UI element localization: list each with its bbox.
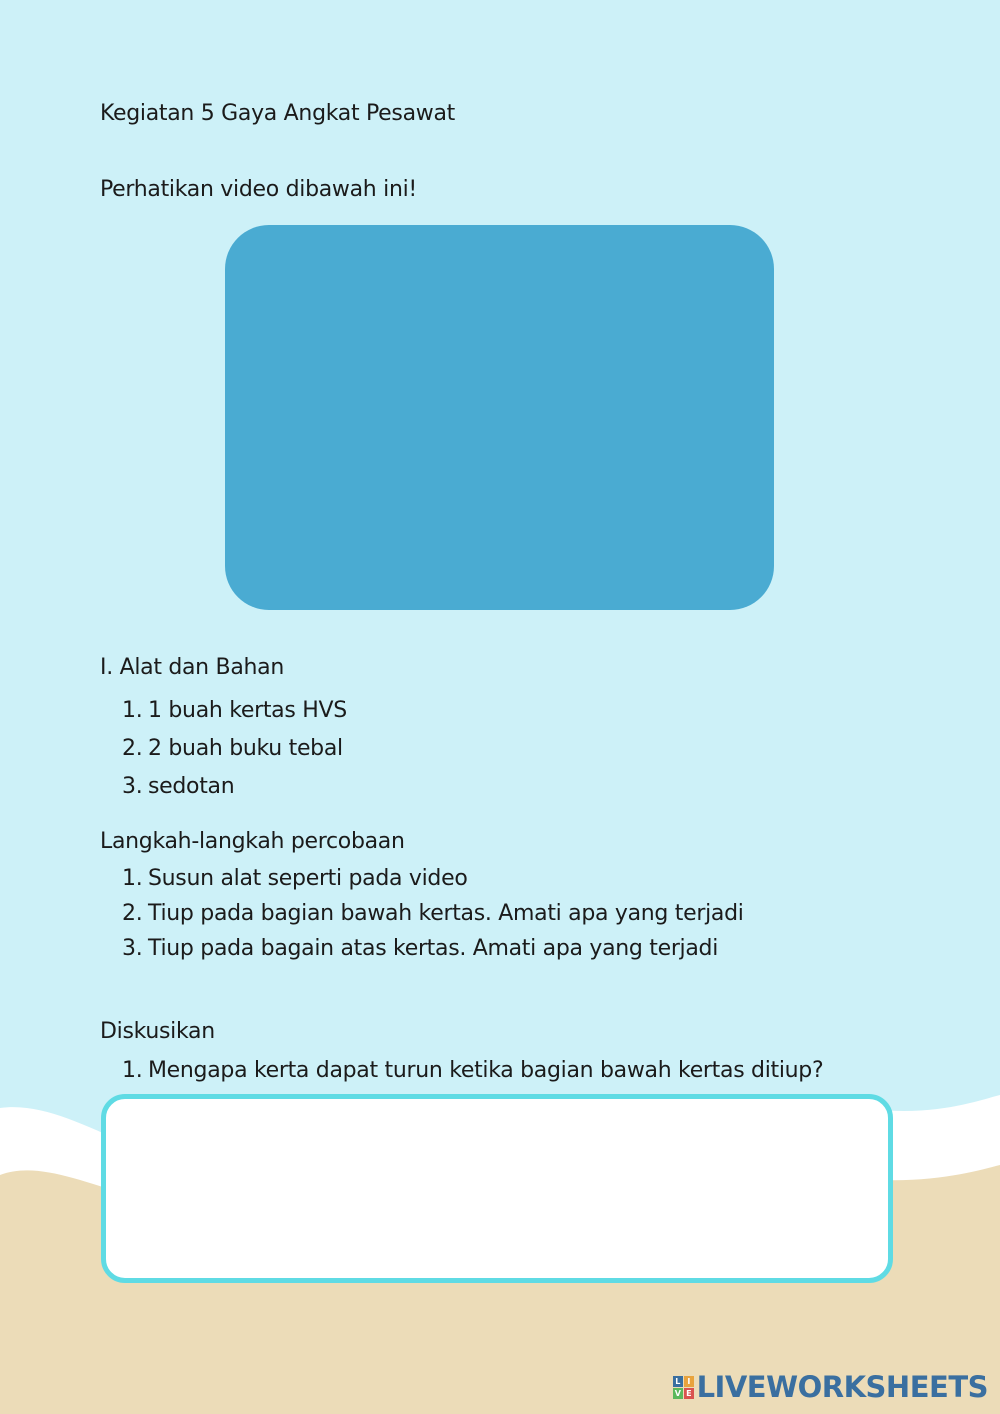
discussion-list xyxy=(100,1053,823,1089)
list-item xyxy=(100,896,744,931)
materials-heading: I. Alat dan Bahan xyxy=(100,655,284,680)
video-placeholder[interactable] xyxy=(225,225,774,610)
list-text: sedotan xyxy=(148,774,235,799)
list-number: 1. xyxy=(122,698,143,723)
answer-textbox[interactable] xyxy=(101,1094,893,1283)
steps-list xyxy=(100,861,744,966)
list-item xyxy=(100,861,744,896)
materials-list xyxy=(100,692,347,806)
list-text: Mengapa kerta dapat turun ketika bagian bawah kertas ditiup? xyxy=(148,1058,824,1083)
liveworksheets-logo xyxy=(673,1370,988,1404)
list-number: 3. xyxy=(122,936,143,961)
list-text: 1 buah kertas HVS xyxy=(148,698,347,723)
list-text: Susun alat seperti pada video xyxy=(148,866,468,891)
list-item xyxy=(100,768,347,806)
steps-heading: Langkah-langkah percobaan xyxy=(100,829,405,854)
list-item xyxy=(100,730,347,768)
list-text: Tiup pada bagian bawah kertas. Amati apa yang terjadi xyxy=(148,901,744,926)
list-text: 2 buah buku tebal xyxy=(148,736,343,761)
list-number: 1. xyxy=(122,866,143,891)
list-item xyxy=(100,931,744,966)
video-instruction: Perhatikan video dibawah ini! xyxy=(100,177,417,202)
discussion-heading: Diskusikan xyxy=(100,1019,215,1044)
logo-mark-icon: L I V E xyxy=(673,1376,694,1399)
list-text: Tiup pada bagain atas kertas. Amati apa yang terjadi xyxy=(148,936,719,961)
list-item xyxy=(100,692,347,730)
list-number: 2. xyxy=(122,901,143,926)
list-item xyxy=(100,1053,823,1089)
logo-text: LIVEWORKSHEETS xyxy=(696,1370,988,1404)
list-number: 3. xyxy=(122,774,143,799)
page-title: Kegiatan 5 Gaya Angkat Pesawat xyxy=(100,101,455,126)
list-number: 1. xyxy=(122,1058,143,1083)
list-number: 2. xyxy=(122,736,143,761)
